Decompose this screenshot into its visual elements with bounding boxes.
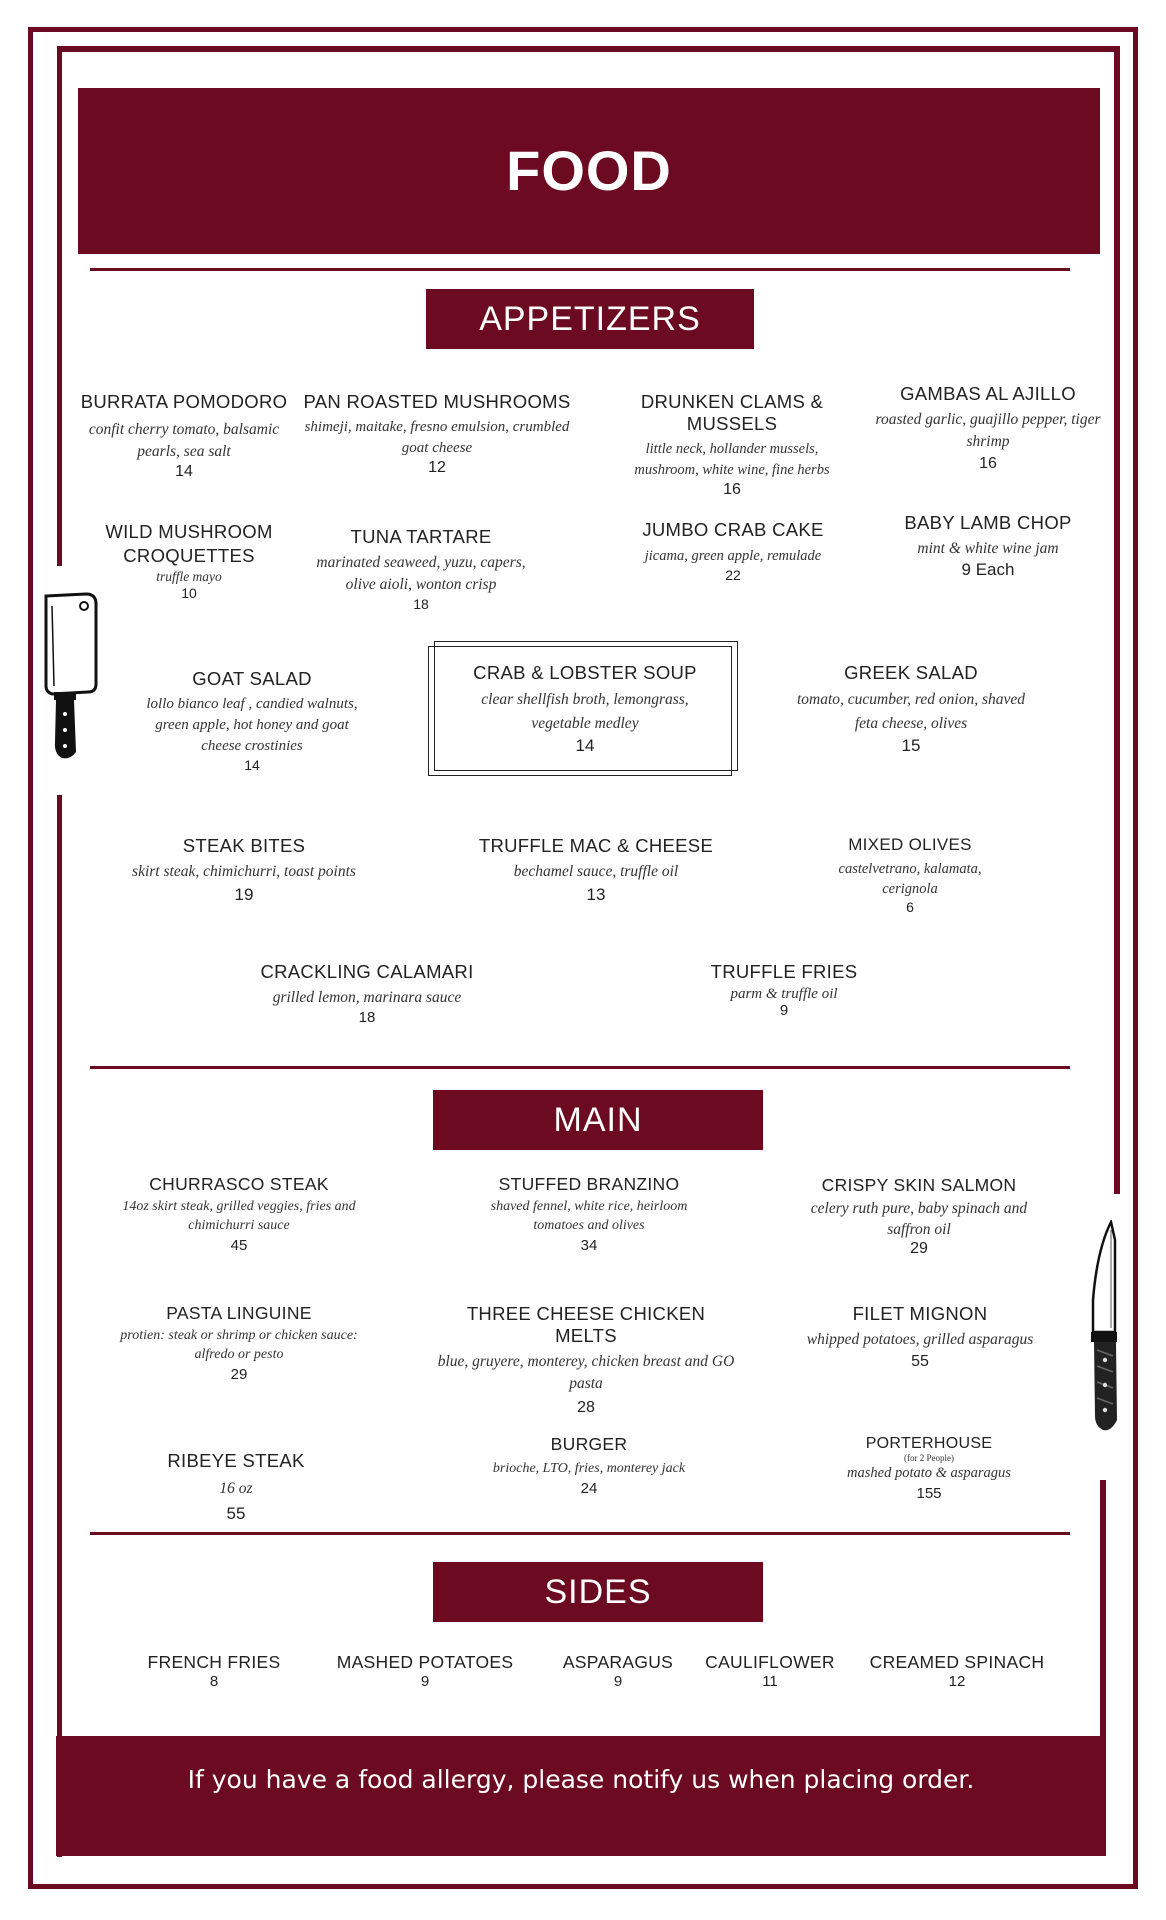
item-note: (for 2 People) <box>904 1453 954 1463</box>
menu-item <box>819 1435 1039 1502</box>
menu-item <box>612 391 852 499</box>
item-name: CREAMED SPINACH <box>869 1652 1045 1672</box>
item-name: CRACKLING CALAMARI <box>260 961 474 982</box>
menu-item <box>804 1175 1034 1258</box>
item-description: bechamel sauce, truffle oil <box>513 863 679 880</box>
item-name: FILET MIGNON <box>852 1303 988 1324</box>
section-header-appetizers <box>426 289 754 349</box>
item-price: 13 <box>586 885 606 904</box>
menu-item <box>301 526 541 612</box>
item-price: 29 <box>910 1240 928 1257</box>
menu-item <box>302 391 572 477</box>
menu-item <box>119 1303 359 1383</box>
item-name: STEAK BITES <box>182 835 306 856</box>
item-price: 14 <box>175 463 193 480</box>
item-name: BABY LAMB CHOP <box>904 512 1072 533</box>
item-price: 12 <box>948 1673 966 1690</box>
side-item <box>857 1652 1057 1690</box>
item-description: little neck, hollander mussels, mushroom, white wine, fine herbs <box>634 441 830 478</box>
inner-frame-left-top <box>57 46 62 566</box>
item-description: jicama, green apple, remulade <box>644 548 822 564</box>
inner-frame-right-top <box>1114 46 1120 1194</box>
menu-item <box>237 961 497 1026</box>
item-description: clear shellfish broth, lemongrass, vegetable medley <box>481 691 689 732</box>
item-description: marinated seaweed, yuzu, capers, olive aioli, wonton crisp <box>316 554 526 593</box>
item-price: 155 <box>916 1485 942 1502</box>
side-item <box>695 1652 845 1690</box>
inner-frame-left-bottom <box>57 795 62 1857</box>
item-name: DRUNKEN CLAMS & MUSSELS <box>640 391 824 434</box>
menu-item <box>119 1174 359 1254</box>
item-price: 24 <box>580 1480 598 1497</box>
item-name: MASHED POTATOES <box>336 1652 514 1672</box>
item-name: JUMBO CRAB CAKE <box>642 519 824 540</box>
item-name: PASTA LINGUINE <box>166 1303 312 1323</box>
item-name: THREE CHEESE CHICKEN MELTS <box>466 1303 706 1346</box>
item-name: BURGER <box>550 1434 628 1454</box>
item-name: WILD MUSHROOM CROQUETTES <box>105 521 273 566</box>
item-name: TUNA TARTARE <box>350 526 492 547</box>
item-price: 14 <box>575 736 595 755</box>
section-title: SIDES <box>544 1573 652 1611</box>
menu-item <box>99 520 279 601</box>
item-price: 9 Each <box>961 560 1015 579</box>
item-name: GREEK SALAD <box>844 662 978 683</box>
item-description: truffle mayo <box>156 569 222 584</box>
menu-item <box>479 1174 699 1254</box>
side-item <box>325 1652 525 1690</box>
item-description: blue, gruyere, monterey, chicken breast and GO pasta <box>437 1353 735 1392</box>
item-description: confit cherry tomato, balsamic pearls, sea salt <box>88 421 280 460</box>
item-description: 14oz skirt steak, grilled veggies, fries and chimichurri sauce <box>122 1199 356 1233</box>
item-price: 9 <box>613 1673 623 1690</box>
item-price: 34 <box>580 1237 598 1254</box>
divider <box>90 1532 1070 1535</box>
menu-item <box>878 512 1098 580</box>
item-name: PORTERHOUSE <box>865 1435 993 1452</box>
item-description: castelvetrano, kalamata, cerignola <box>838 861 982 897</box>
item-description: lollo bianco leaf , candied walnuts, green apple, hot honey and goat cheese crostinies <box>146 696 358 754</box>
menu-item <box>791 662 1031 756</box>
item-name: PAN ROASTED MUSHROOMS <box>303 391 571 412</box>
item-name: RIBEYE STEAK <box>167 1450 305 1471</box>
item-price: 55 <box>911 1353 929 1370</box>
item-price: 10 <box>181 585 197 601</box>
item-price: 45 <box>230 1237 248 1254</box>
item-price: 19 <box>234 885 254 904</box>
side-item <box>124 1652 304 1690</box>
item-description: tomato, cucumber, red onion, shaved feta cheese, olives <box>796 691 1025 732</box>
allergy-notice: If you have a food allergy, please notify us when placing order. <box>187 1765 975 1794</box>
item-description: parm & truffle oil <box>730 986 838 1002</box>
item-description: brioche, LTO, fries, monterey jack <box>492 1461 686 1476</box>
item-description: celery ruth pure, baby spinach and saffron oil <box>810 1200 1028 1238</box>
item-name: CAULIFLOWER <box>705 1652 835 1672</box>
divider <box>90 1066 1070 1069</box>
item-name: TRUFFLE FRIES <box>710 961 858 982</box>
item-name: STUFFED BRANZINO <box>498 1174 680 1194</box>
section-header-main <box>433 1090 763 1150</box>
menu-item <box>104 835 384 905</box>
item-price: 18 <box>413 596 429 612</box>
item-description: roasted garlic, guajillo pepper, tiger shrimp <box>875 411 1101 450</box>
item-name: BURRATA POMODORO <box>80 391 288 412</box>
item-price: 55 <box>226 1504 246 1523</box>
menu-item <box>684 961 884 1019</box>
item-price: 22 <box>725 567 741 583</box>
featured-menu-item <box>455 662 715 756</box>
item-price: 12 <box>428 459 446 476</box>
item-price: 16 <box>979 455 997 472</box>
item-description: mashed potato & asparagus <box>847 1465 1011 1481</box>
section-title: MAIN <box>553 1101 643 1139</box>
menu-item <box>137 668 367 773</box>
item-description: shaved fennel, white rice, heirloom tomatoes and olives <box>490 1199 688 1233</box>
menu-item <box>466 835 726 905</box>
item-name: GAMBAS AL AJILLO <box>900 383 1076 404</box>
item-price: 18 <box>358 1009 376 1026</box>
item-name: CRAB & LOBSTER SOUP <box>473 662 697 683</box>
menu-item <box>623 519 843 583</box>
item-price: 8 <box>209 1673 219 1690</box>
item-price: 11 <box>762 1673 778 1690</box>
item-description: protien: steak or shrimp or chicken sauce: alfredo or pesto <box>120 1328 358 1362</box>
item-description: grilled lemon, marinara sauce <box>272 989 462 1006</box>
item-name: CHURRASCO STEAK <box>149 1174 329 1194</box>
inner-frame-top <box>57 46 1119 52</box>
cleaver-icon <box>40 592 102 766</box>
title-banner <box>78 88 1100 254</box>
item-price: 28 <box>577 1399 595 1416</box>
section-title: APPETIZERS <box>479 300 701 338</box>
item-price: 9 <box>420 1673 430 1690</box>
item-name: TRUFFLE MAC & CHEESE <box>478 835 714 856</box>
item-name: FRENCH FRIES <box>147 1652 281 1672</box>
item-description: shimeji, maitake, fresno emulsion, crumbled goat cheese <box>304 419 570 456</box>
item-name: GOAT SALAD <box>192 668 312 689</box>
item-description: whipped potatoes, grilled asparagus <box>806 1331 1034 1348</box>
section-header-sides <box>433 1562 763 1622</box>
item-price: 6 <box>906 899 914 915</box>
item-description: 16 oz <box>219 1480 253 1497</box>
item-name: CRISPY SKIN SALMON <box>821 1175 1017 1195</box>
item-price: 15 <box>901 736 921 755</box>
menu-item <box>136 1450 336 1524</box>
menu-item <box>469 1434 709 1497</box>
item-price: 16 <box>723 481 741 498</box>
item-price: 14 <box>244 757 260 773</box>
item-description: skirt steak, chimichurri, toast points <box>132 863 356 880</box>
item-description: mint & white wine jam <box>917 540 1059 557</box>
menu-item <box>873 383 1103 473</box>
page-title: FOOD <box>506 139 672 202</box>
menu-item <box>785 1303 1055 1371</box>
item-price: 29 <box>230 1366 248 1383</box>
menu-item <box>436 1303 736 1417</box>
menu-item <box>810 835 1010 915</box>
item-name: MIXED OLIVES <box>848 835 972 854</box>
chef-knife-icon <box>1085 1220 1125 1444</box>
divider <box>90 268 1070 271</box>
menu-item <box>74 391 294 481</box>
item-name: ASPARAGUS <box>562 1652 674 1672</box>
item-price: 9 <box>779 1002 789 1019</box>
allergy-banner <box>56 1736 1106 1856</box>
side-item <box>548 1652 688 1690</box>
